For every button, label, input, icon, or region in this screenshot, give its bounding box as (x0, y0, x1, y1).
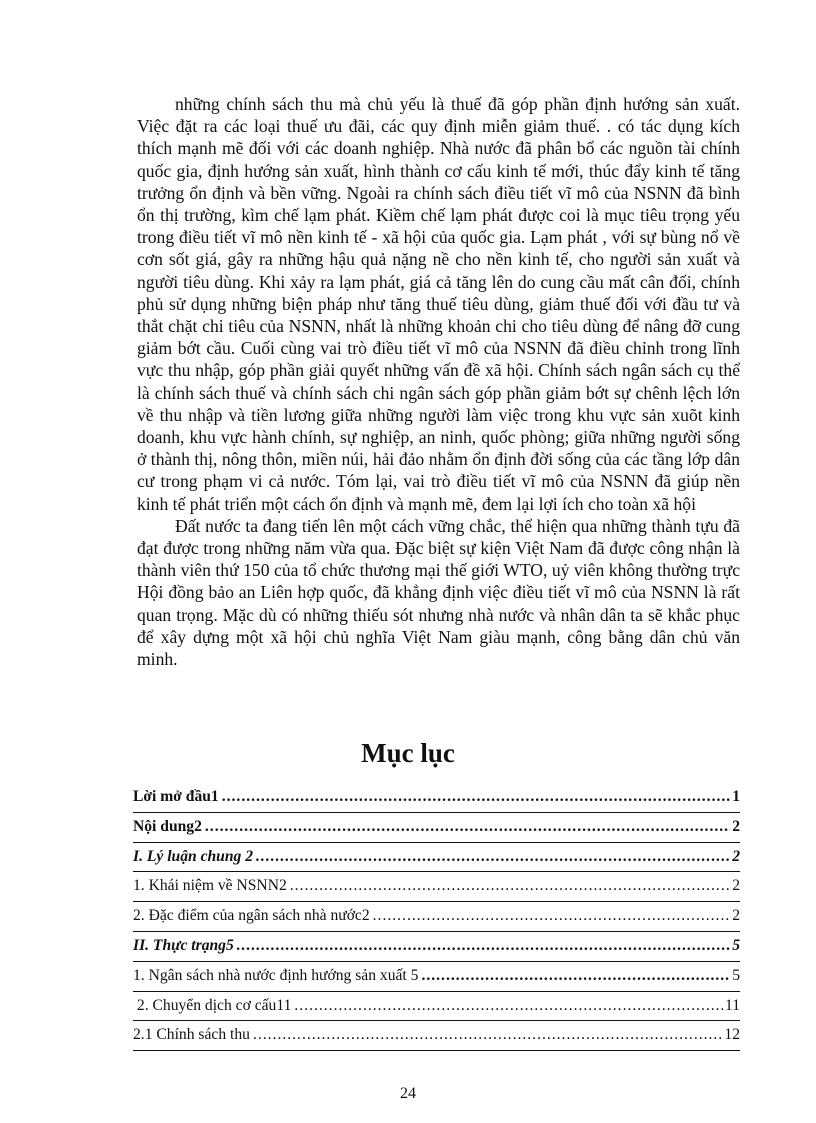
toc-entry[interactable] (133, 872, 740, 902)
toc-leader (373, 902, 731, 931)
toc-entry-text: Nội dung2 (133, 817, 202, 835)
toc-leader (237, 932, 730, 961)
toc-leader (256, 843, 730, 872)
toc-entry-text: 1. Ngân sách nhà nước định hướng sản xuất 5 (133, 966, 419, 984)
toc-entry[interactable] (133, 962, 740, 992)
toc-entry-text: 2.1 Chính sách thu (133, 1026, 250, 1044)
toc-entry-text: Lời mở đầu1 (133, 788, 219, 805)
toc-entry-text: 2. Chuyển dịch cơ cấu11 (133, 996, 292, 1014)
toc-entry[interactable] (133, 1021, 740, 1051)
toc-entry-page: 5 (732, 936, 740, 954)
toc-leader (253, 1021, 722, 1050)
paragraph: Đất nước ta đang tiến lên một cách vững chắc, thể hiện qua những thành tựu đã đạt được trong những năm vừa qua. Đặc biệt sự kiện Việt Nam đã được công nhận là thành viên thứ 150 của tổ chức thương mại thế giới WTO, uỷ viên không thường trực Hội đồng bảo an Liên hợp quốc, đã khẳng định việc điều tiết vĩ mô của NSNN là rất quan trọng. Mặc dù có những thiếu sót nhưng nhà nước và nhân dân ta sẽ khắc phục để xây dựng một xã hội chủ nghĩa Việt Nam giàu mạnh, công bằng dân chủ văn minh. (137, 515, 740, 670)
toc-entry-page: 11 (724, 996, 740, 1014)
toc-entry-text: 2. Đặc điểm của ngân sách nhà nước2 (133, 907, 370, 925)
toc-entry[interactable] (133, 843, 740, 873)
toc-leader (290, 872, 730, 901)
toc-entry[interactable] (133, 932, 740, 962)
page-number: 24 (400, 1085, 416, 1102)
toc-entry[interactable] (133, 813, 740, 843)
toc-entry[interactable] (133, 992, 740, 1022)
toc-entry-page: 2 (732, 847, 740, 865)
toc-leader (421, 962, 730, 991)
toc-title: Mục lục (361, 738, 455, 768)
toc-entry-page: 2 (732, 907, 740, 925)
toc-entry[interactable] (133, 783, 740, 813)
toc-leader (205, 813, 730, 842)
toc-entry-page: 5 (732, 966, 740, 984)
toc-entry-text: I. Lý luận chung 2 (133, 847, 254, 865)
toc-leader (294, 992, 723, 1021)
paragraph: những chính sách thu mà chủ yếu là thuế đã góp phần định hướng sản xuất. Việc đặt ra các loại thuế ưu đãi, các quy định miễn giảm thuế. . có tác dụng kích thích mạnh mẽ đối với các doanh nghiệp. Nhà nước đã phân bổ các nguồn tài chính quốc gia, định hướng sản xuất, hình thành cơ cấu kinh tế mới, thúc đẩy kinh tế tăng trưởng ổn định và bền vững. Ngoài ra chính sách điều tiết vĩ mô của NSNN đã bình ổn thị trường, kìm chế lạm phát. Kiềm chế lạm phát được coi là mục tiêu trọng yếu trong điều tiết vĩ mô nền kinh tế - xã hội của quốc gia. Lạm phát , với sự bùng nổ về cơn sốt giá, gây ra những hậu quả nặng nề cho nền kinh tế, cho người sản xuất và người tiêu dùng. Khi xảy ra lạm phát, giá cả tăng lên do cung cầu mất cân đối, chính phủ sử dụng những biện pháp như tăng thuế tiêu dùng, giảm thuế đối với đầu tư và thắt chặt chi tiêu của NSNN, nhất là những khoản chi cho tiêu dùng để nâng đỡ cung giảm bớt cầu. Cuối cùng vai trò điều tiết vĩ mô của NSNN đã điều chỉnh trong lĩnh vực thu nhập, góp phần giải quyết những vấn đề xã hội. Chính sách ngân sách cụ thể là chính sách thuế và chính sách chi ngân sách góp phần giảm bớt sự chênh lệch lớn về thu nhập và tiền lương giữa những người làm việc trong khu vực sản xuõt kinh doanh, khu vực hành chính, sự nghiệp, an ninh, quốc phòng; giữa những người sống ở thành thị, nông thôn, miền núi, hải đảo nhằm ổn định đời sống của các tầng lớp dân cư trong phạm vi cả nước. Tóm lại, vai trò điều tiết vĩ mô của NSNN đã giúp nền kinh tế phát triển một cách ổn định và mạnh mẽ, đem lại lợi ích cho toàn xã hội (137, 94, 740, 514)
body-text (137, 93, 740, 670)
toc-leader (222, 783, 730, 812)
toc-entry-text: 1. Khái niệm về NSNN2 (133, 877, 287, 895)
toc-entry-page: 2 (732, 877, 740, 895)
toc-entry-page: 1 (732, 788, 740, 805)
toc-entry-page: 2 (732, 817, 740, 835)
toc-entry-text: II. Thực trạng5 (133, 936, 234, 954)
toc-entry[interactable] (133, 902, 740, 932)
toc-entry-page: 12 (724, 1026, 740, 1044)
table-of-contents (133, 783, 740, 1051)
